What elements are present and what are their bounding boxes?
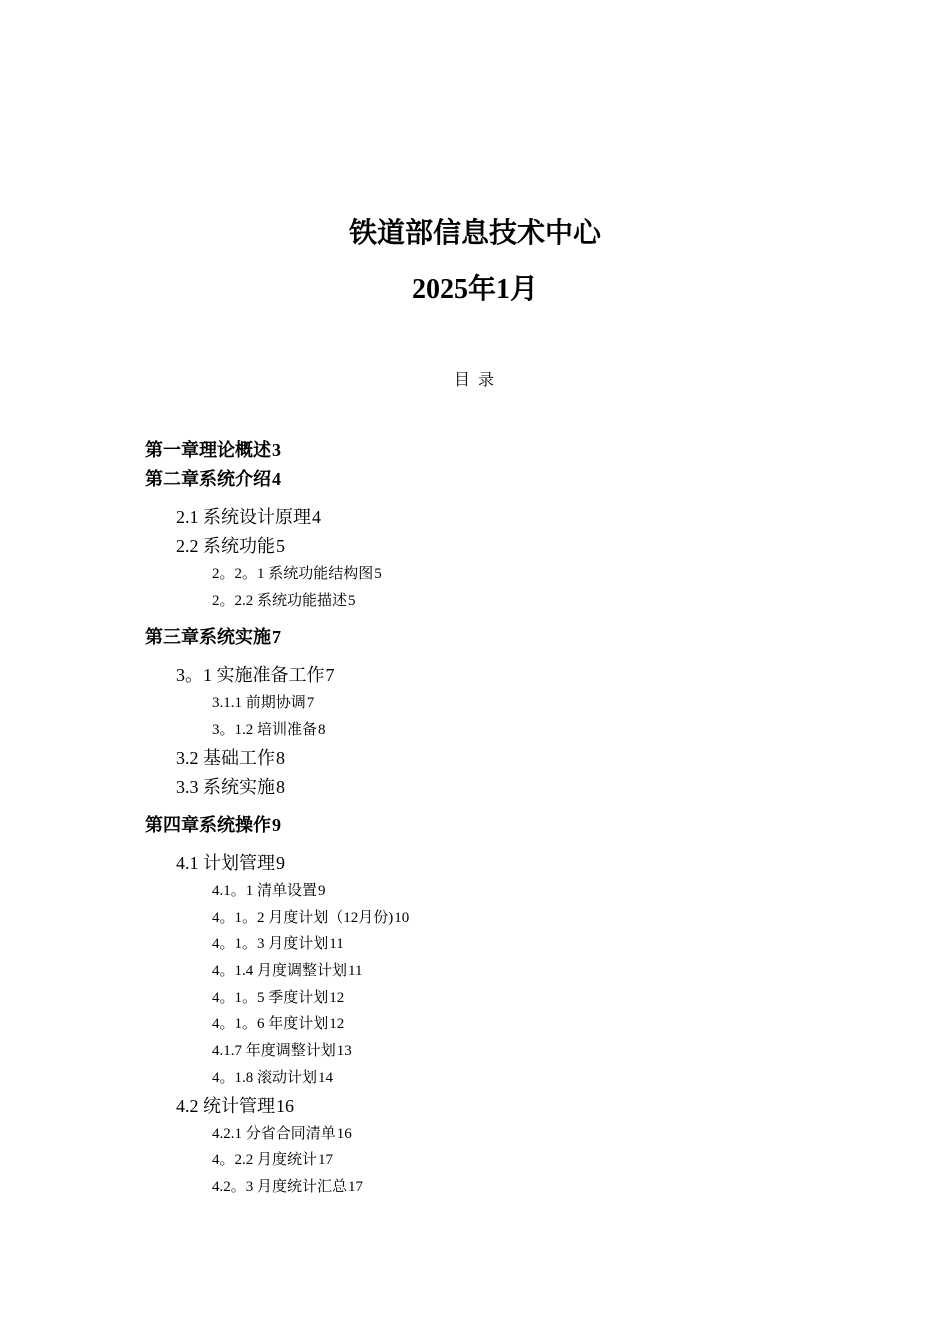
toc-entry-page-number: 9 — [276, 853, 285, 873]
toc-entry-level-3[interactable] — [212, 932, 344, 953]
toc-entry-title: 2。2。1 系统功能结构图 — [212, 566, 374, 582]
toc-entry-level-1[interactable] — [145, 465, 281, 491]
toc-entry-title: 4。1。5 季度计划 — [212, 990, 329, 1006]
toc-entry-page-number: 7 — [306, 695, 315, 711]
toc-entry-page-number: 9 — [272, 815, 281, 835]
toc-entry-page-number: 16 — [336, 1126, 352, 1142]
toc-entry-level-1[interactable] — [145, 436, 281, 462]
toc-entry-level-3[interactable] — [212, 562, 382, 583]
toc-entry-title: 4。1。6 年度计划 — [212, 1016, 329, 1032]
toc-entry-level-3[interactable] — [212, 718, 326, 739]
toc-entry-level-3[interactable] — [212, 1039, 352, 1060]
toc-entry-title: 第二章系统介绍 — [145, 469, 271, 489]
toc-entry-page-number: 17 — [318, 1152, 334, 1168]
toc-entry-level-3[interactable] — [212, 986, 344, 1007]
toc-entry-page-number: 13 — [336, 1043, 352, 1059]
toc-entry-level-2[interactable] — [176, 1092, 294, 1118]
toc-entry-title: 4。1。2 月度计划（12月份) — [212, 910, 394, 926]
toc-entry-level-2[interactable] — [176, 532, 285, 558]
toc-entry-page-number: 3 — [272, 440, 281, 460]
toc-entry-page-number: 16 — [276, 1096, 294, 1116]
toc-entry-level-3[interactable] — [212, 959, 362, 980]
toc-entry-level-3[interactable] — [212, 1012, 344, 1033]
toc-entry-level-2[interactable] — [176, 773, 285, 799]
toc-entry-page-number: 4 — [312, 507, 321, 527]
toc-entry-page-number: 5 — [348, 593, 356, 609]
toc-entry-level-1[interactable] — [145, 623, 281, 649]
toc-entry-title: 第四章系统操作 — [145, 815, 271, 835]
toc-entry-level-2[interactable] — [176, 744, 285, 770]
toc-entry-page-number: 8 — [276, 748, 285, 768]
toc-entry-level-1[interactable] — [145, 811, 281, 837]
toc-entry-level-3[interactable] — [212, 1175, 363, 1196]
toc-entry-page-number: 7 — [272, 627, 281, 647]
toc-heading: 目 录 — [453, 372, 496, 389]
toc-entry-page-number: 5 — [374, 566, 382, 582]
toc-entry-page-number: 14 — [318, 1070, 334, 1086]
toc-entry-level-2[interactable] — [176, 849, 285, 875]
toc-entry-title: 4.1。1 清单设置 — [212, 883, 318, 899]
toc-entry-title: 4。1.8 滚动计划 — [212, 1070, 318, 1086]
toc-entry-title: 第一章理论概述 — [145, 440, 271, 460]
toc-entry-title: 4.2.1 分省合同清单 — [212, 1126, 336, 1142]
toc-entry-level-3[interactable] — [212, 906, 409, 927]
toc-entry-title: 4.1.7 年度调整计划 — [212, 1043, 336, 1059]
toc-entry-title: 4。1.4 月度调整计划 — [212, 963, 348, 979]
toc-entry-page-number: 12 — [329, 990, 345, 1006]
toc-entry-title: 3。1 实施准备工作 — [176, 665, 325, 685]
toc-entry-page-number: 8 — [276, 777, 285, 797]
toc-entry-title: 3.3 系统实施 — [176, 777, 275, 797]
toc-entry-title: 2.1 系统设计原理 — [176, 507, 311, 527]
toc-entry-level-3[interactable] — [212, 1122, 352, 1143]
toc-entry-title: 3.2 基础工作 — [176, 748, 275, 768]
toc-entry-page-number: 7 — [325, 665, 335, 685]
toc-entry-title: 3.1.1 前期协调 — [212, 695, 306, 711]
toc-entry-level-3[interactable] — [212, 879, 326, 900]
organization-title: 铁道部信息技术中心 — [348, 218, 601, 249]
toc-entry-page-number: 9 — [318, 883, 326, 899]
toc-entry-title: 4.1 计划管理 — [176, 853, 275, 873]
toc-entry-title: 2。2.2 系统功能描述 — [212, 593, 348, 609]
toc-entry-level-3[interactable] — [212, 589, 356, 610]
toc-entry-page-number: 4 — [272, 469, 281, 489]
toc-entry-title: 2.2 系统功能 — [176, 536, 275, 556]
toc-entry-page-number: 5 — [276, 536, 285, 556]
toc-entry-level-3[interactable] — [212, 1066, 333, 1087]
toc-entry-level-3[interactable] — [212, 1148, 333, 1169]
toc-entry-page-number: 11 — [329, 936, 344, 952]
toc-entry-page-number: 11 — [348, 963, 363, 979]
toc-entry-level-2[interactable] — [176, 661, 335, 687]
toc-entry-title: 4.2 统计管理 — [176, 1096, 275, 1116]
toc-entry-level-2[interactable] — [176, 503, 321, 529]
toc-entry-title: 4。1。3 月度计划 — [212, 936, 329, 952]
toc-entry-page-number: 10 — [394, 910, 410, 926]
toc-entry-title: 4。2.2 月度统计 — [212, 1152, 318, 1168]
toc-entry-page-number: 8 — [318, 722, 326, 738]
toc-entry-page-number: 17 — [348, 1179, 364, 1195]
date-title: 2025年1月 — [411, 274, 538, 305]
toc-entry-title: 4.2。3 月度统计汇总 — [212, 1179, 348, 1195]
toc-entry-level-3[interactable] — [212, 691, 314, 712]
toc-entry-page-number: 12 — [329, 1016, 345, 1032]
toc-entry-title: 第三章系统实施 — [145, 627, 271, 647]
toc-entry-title: 3。1.2 培训准备 — [212, 722, 318, 738]
